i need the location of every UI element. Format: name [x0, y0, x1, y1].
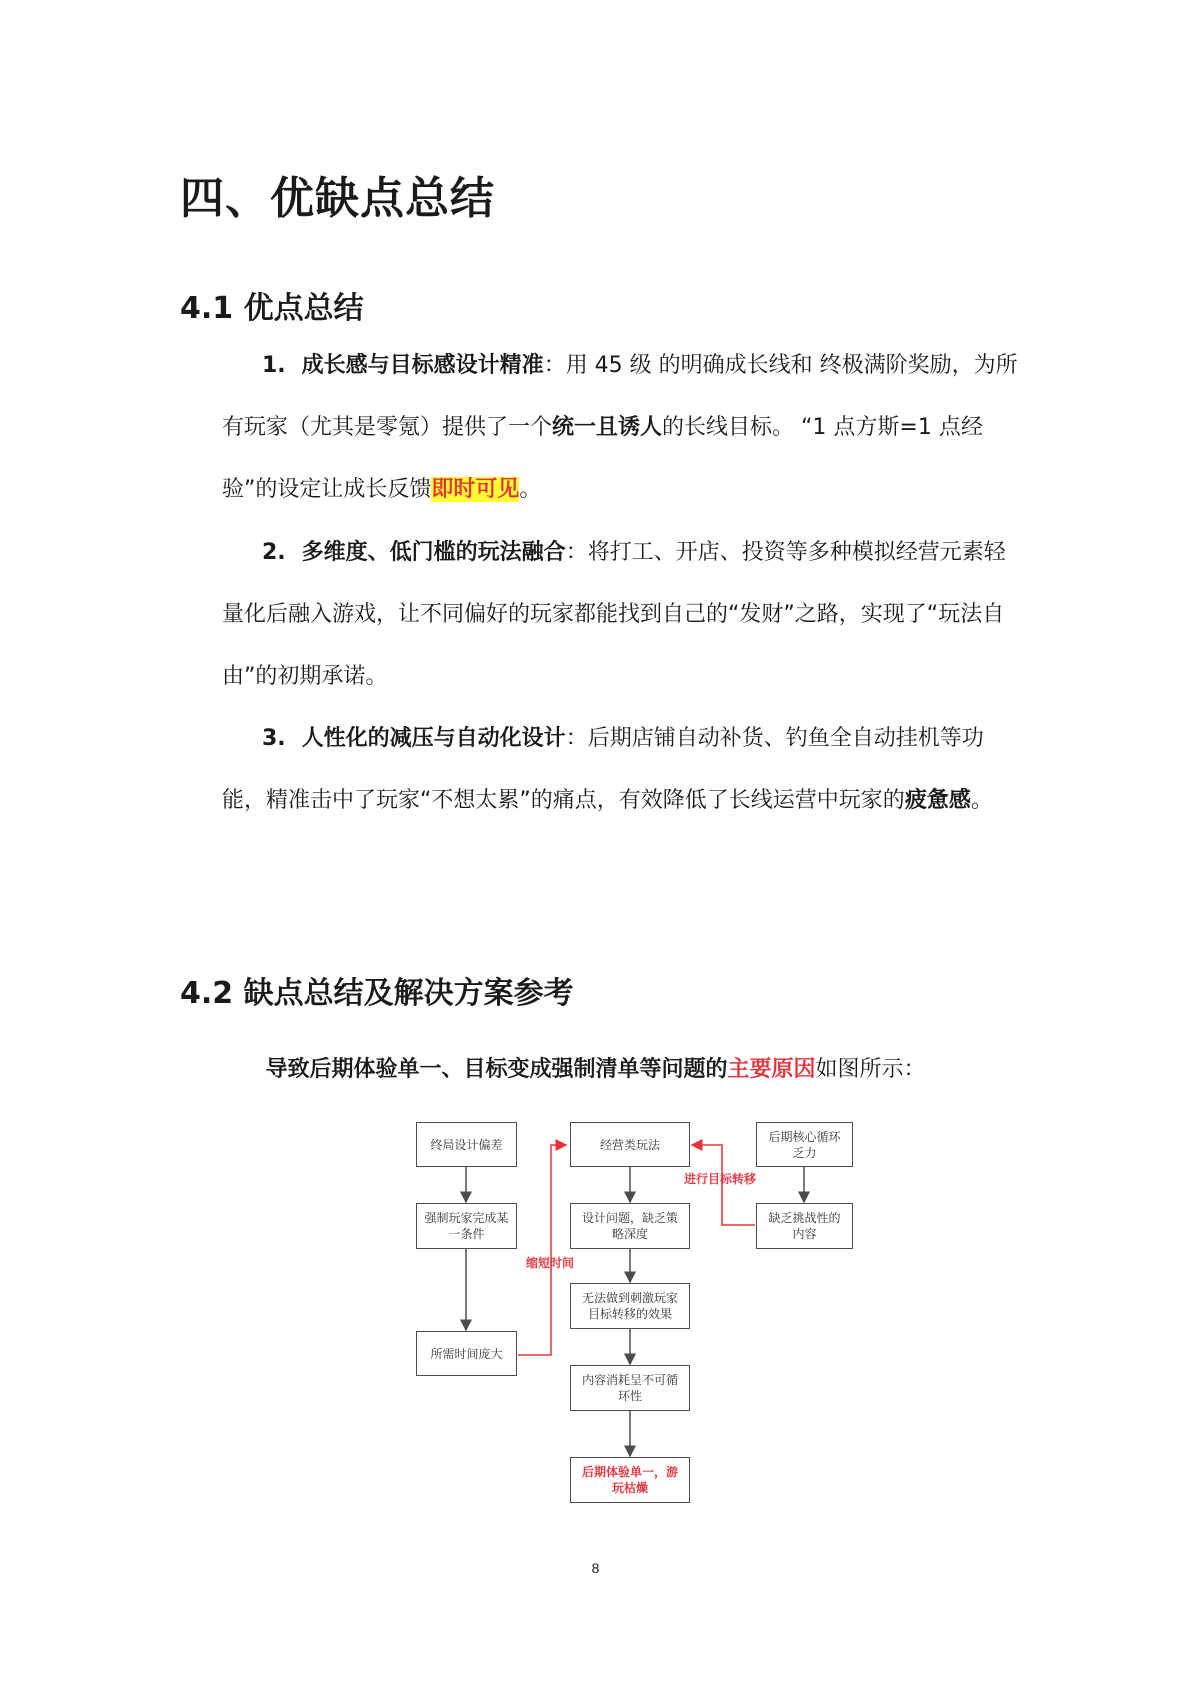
page-heading: 四、优缺点总结 [180, 173, 495, 224]
highlight-text: 即时可见 [431, 477, 520, 502]
item-text-3: 。 [519, 477, 542, 502]
node-force-player: 强制玩家完成某一条件 [416, 1203, 517, 1249]
node-endgame-bias: 终局设计偏差 [416, 1122, 517, 1167]
item-number: 3. [262, 726, 286, 751]
arrow-shorten-time [518, 1145, 566, 1355]
item-text: ：用 45 级 的明确成长线和 终极满阶奖励，为所有玩家（尤其是零氪）提供了一个 [222, 353, 1018, 440]
section-title-pros: 4.1 优点总结 [180, 291, 364, 326]
node-consumption: 内容消耗呈不可循环性 [570, 1365, 690, 1411]
node-design-issue: 设计问题，缺乏策略深度 [570, 1203, 690, 1249]
item-number: 2. [262, 540, 286, 565]
node-late-single: 后期体验单一，游玩枯燥 [570, 1457, 690, 1503]
pros-item-2 [222, 522, 1022, 708]
caption-tail: 如图所示： [815, 1057, 926, 1082]
caption-red: 主要原因 [727, 1057, 816, 1082]
item-bold: 人性化的减压与自动化设计 [301, 726, 566, 751]
item-number: 1. [262, 353, 286, 378]
item-text: ：将打工、开店、投资等多种模拟经营元素轻量化后融入游戏，让不同偏好的玩家都能找到自己的“发财”之路，实现了“玩法自由”的初期承诺。 [222, 540, 1006, 689]
flowchart-caption [0, 1052, 1191, 1083]
node-business-play: 经营类玩法 [570, 1122, 690, 1167]
item-bold: 成长感与目标感设计精准 [301, 353, 544, 378]
item-text-2: 的长线目标。 “1 点方斯=1 点经验”的设定让成长反馈 [222, 415, 983, 502]
node-lack-challenge: 缺乏挑战性的内容 [756, 1203, 853, 1249]
caption-bold: 导致后期体验单一、目标变成强制清单等问题的 [265, 1057, 728, 1082]
node-time-huge: 所需时间庞大 [416, 1331, 517, 1376]
node-late-core: 后期核心循环乏力 [756, 1122, 853, 1167]
page-number: 8 [591, 1560, 600, 1576]
node-no-stimulus: 无法做到刺激玩家目标转移的效果 [570, 1283, 690, 1329]
item-text: ：后期店铺自动补货、钓鱼全自动挂机等功能，精准击中了玩家“不想太累”的痛点，有效降低了长线运营中玩家的 [222, 726, 984, 813]
pros-item-3 [222, 708, 1022, 832]
item-bold: 多维度、低门槛的玩法融合 [301, 540, 566, 565]
label-shorten-time: 缩短时间 [526, 1256, 575, 1270]
item-text-2: 。 [970, 788, 993, 813]
item-bold-2: 疲惫感 [904, 788, 971, 813]
pros-item-1 [222, 335, 1022, 521]
item-bold-2: 统一且诱人 [552, 415, 663, 440]
section-title-cons: 4.2 缺点总结及解决方案参考 [180, 976, 574, 1011]
label-goal-shift: 进行目标转移 [684, 1172, 757, 1186]
